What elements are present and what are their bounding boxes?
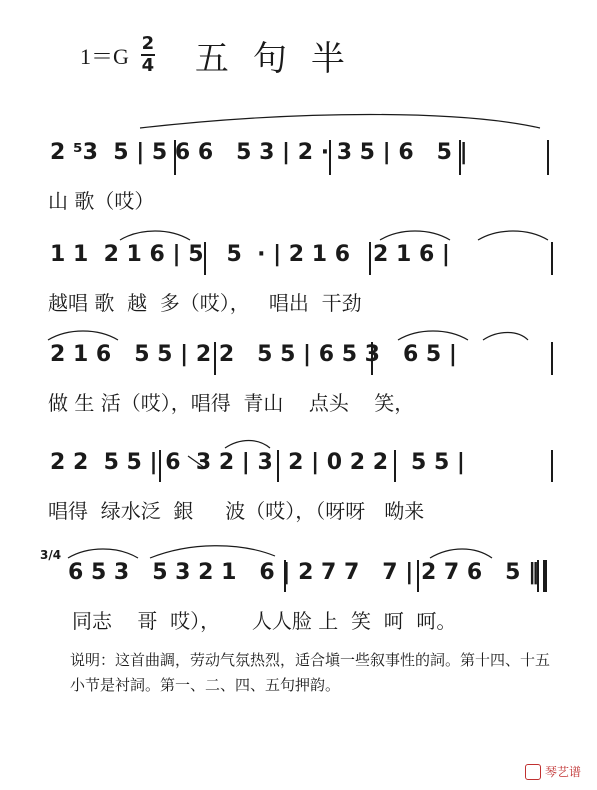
lyrics-line-1: 山 歌（哎） [48,189,155,213]
slur [48,331,118,340]
slur [68,549,138,558]
song-title: 五句半 [194,38,369,79]
logo-icon [525,764,541,780]
key-signature: 1＝G [80,43,129,69]
lyrics-line-2: 越唱 歌 越 多（哎）， 唱出 干劲 [48,291,362,315]
slur [120,231,190,240]
notes-line-2: 1 1 2 1 6 | 5 5 · | 2 1 6 2 1 6 | [50,242,450,267]
lyrics-line-5: 同志 哥 哎）， 人人脸 上 笑 呵 呵。 [72,609,457,633]
lyrics-line-3: 做 生 活（哎），唱得 青山 点头 笑， [48,391,415,415]
slur [150,546,275,558]
slur [430,549,492,558]
time-signature-bottom: 4 [141,55,155,76]
explanation-note: 说明：这首曲調，劳动气氛热烈，适合塡一些叙事性的詞。第十四、十五小节是衬詞。第一、二、四、五句押韵。 [70,651,551,694]
slur [380,231,450,240]
watermark-text: 琴艺谱 [544,765,581,779]
lyrics-line-4: 唱得 绿水泛 銀 波（哎），（呀呀 呦来 [48,499,425,523]
notes-line-5: 6 5 3 5 3 2 1 6 | 2 7 7 7 | 2 7 6 5 ‖ [68,560,540,585]
time-signature-top: 2 [141,33,155,54]
watermark [525,763,581,780]
slur-line-1 [140,115,540,129]
slur [483,333,528,341]
inline-meter: 3/4 [40,548,62,562]
slur [478,231,548,240]
notes-line-1: 2 ⁵3 5 | 5 6 6 5 3 | 2 · 3 5 | 6 5 | [50,140,468,165]
notes-line-4: 2 2 5 5 | 6 3 2 | 3 2 | 0 2 2 5 5 | [50,450,465,475]
slur [398,331,468,340]
slur [225,441,270,449]
notes-line-3: 2 1 6 5 5 | 2 2 5 5 | 6 5 3 6 5 | [50,342,457,367]
